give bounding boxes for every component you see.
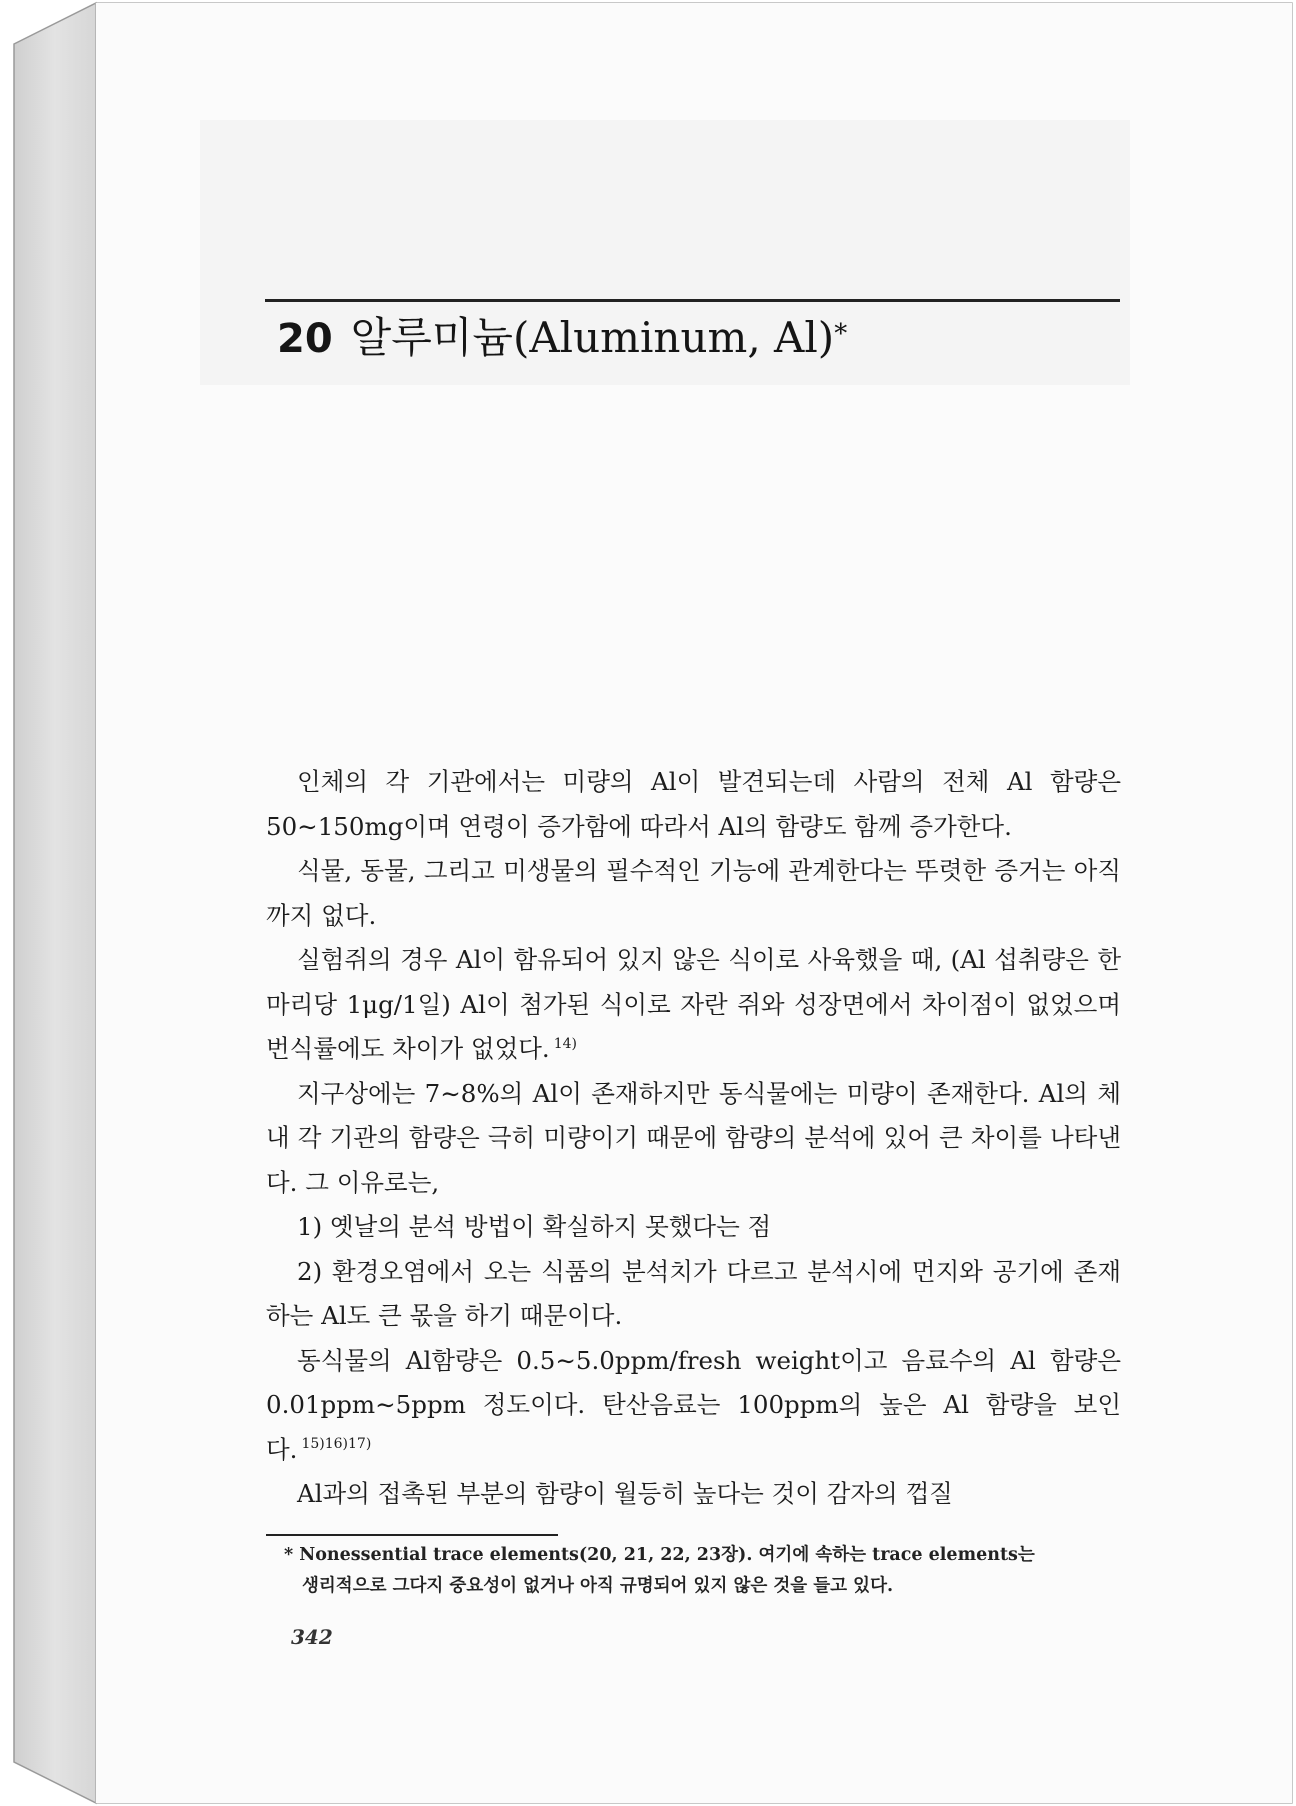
footnote — [284, 1540, 1122, 1602]
paragraph: 실험쥐의 경우 Al이 함유되어 있지 않은 식이로 사육했을 때, (Al 섭취량은 한 마리당 1μg/1일) Al이 첨가된 식이로 자란 쥐와 성장면에서 차이점이 없었으며 번식률에도 차이가 없었다. $^{14)}$ — [266, 945, 1121, 1063]
paragraph: 식물, 동물, 그리고 미생물의 필수적인 기능에 관계한다는 뚜렷한 증거는 아직까지 없다. — [266, 856, 1121, 930]
list-item: 1) 옛날의 분석 방법이 확실하지 못했다는 점 — [297, 1212, 772, 1241]
list-item: 2) 환경오염에서 오는 식품의 분석치가 다르고 분석시에 먼지와 공기에 존재하는 Al도 큰 몫을 하기 때문이다. — [266, 1256, 1121, 1330]
chapter-title: 알루미늄(Aluminum, Al) — [350, 313, 835, 362]
citation-ref: 15)16)17) — [301, 1436, 372, 1453]
paragraph: 동식물의 Al함량은 0.5∼5.0ppm/fresh weight이고 음료수의 Al 함량은 0.01ppm∼5ppm 정도이다. 탄산음료는 100ppm의 높은 Al 함량을 보인다. $^{15)16)17)}$ — [266, 1345, 1121, 1464]
paragraph: 지구상에는 7∼8%의 Al이 존재하지만 동식물에는 미량이 존재한다. Al의 체내 각 기관의 함량은 극히 미량이기 때문에 함량의 분석에 있어 큰 차이를 나타낸다. 그 이유로는, — [266, 1078, 1121, 1197]
footnote-rule — [266, 1534, 558, 1536]
title-rule — [265, 299, 1120, 302]
footnote-line: 생리적으로 그다지 중요성이 없거나 아직 규명되어 있지 않은 것을 들고 있다. — [302, 1576, 894, 1596]
chapter-heading — [277, 310, 847, 367]
book-spine — [14, 3, 96, 1803]
body-text — [266, 760, 1121, 1517]
paragraph: 인체의 각 기관에서는 미량의 Al이 발견되는데 사람의 전체 Al 함량은 50∼150mg이며 연령이 증가함에 따라서 Al의 함량도 함께 증가한다. — [266, 767, 1121, 841]
footnote-mark: * — [834, 319, 848, 349]
page-number: 342 — [291, 1625, 333, 1649]
chapter-number: 20 — [277, 316, 333, 362]
footnote-line: * Nonessential trace elements(20, 21, 22, 23장). 여기에 속하는 trace elements는 — [284, 1545, 1035, 1565]
paragraph: Al과의 접촉된 부분의 함량이 월등히 높다는 것이 감자의 껍질 — [297, 1479, 953, 1508]
citation-ref: 14) — [553, 1035, 577, 1052]
